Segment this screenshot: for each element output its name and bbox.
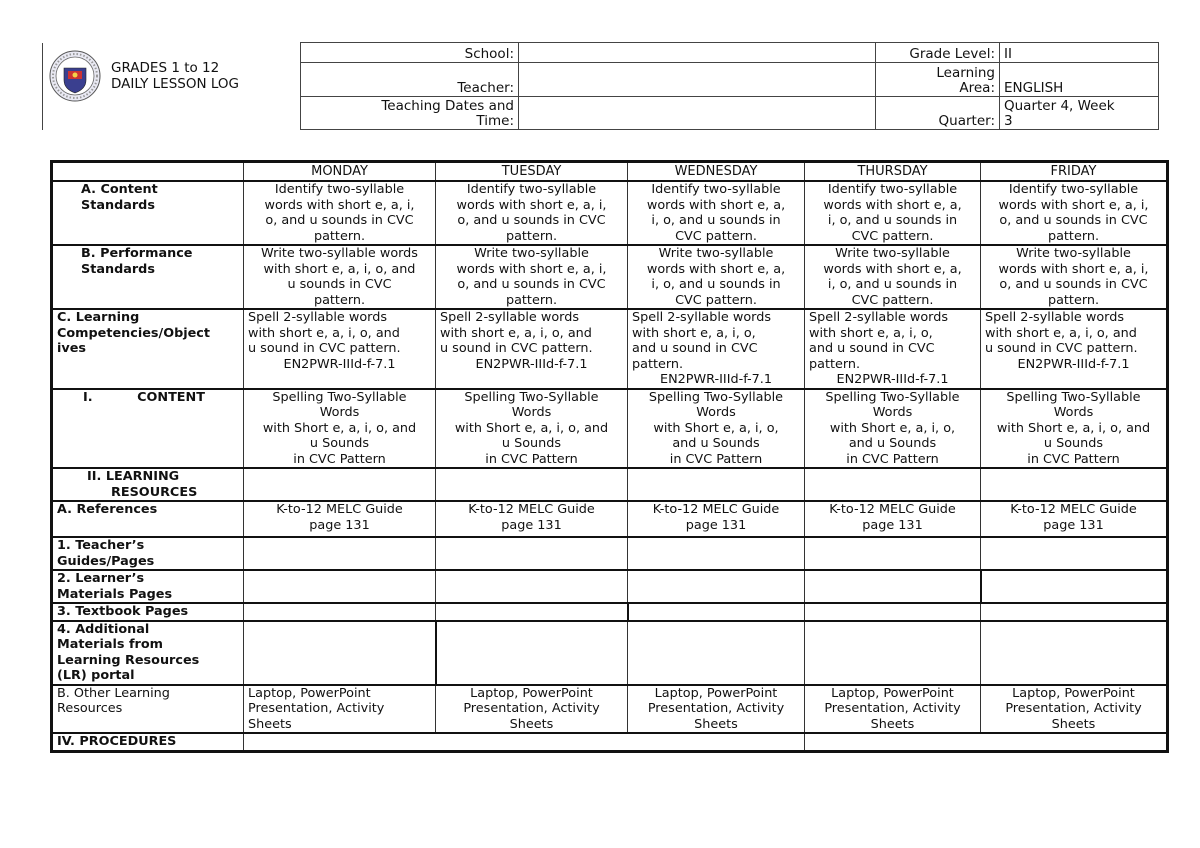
- competencies-tuesday[interactable]: [436, 309, 628, 389]
- cell-line: page 131: [1043, 517, 1104, 533]
- cell-line: pattern.: [632, 356, 684, 372]
- brand-line-1: GRADES 1 to 12: [111, 59, 220, 76]
- cell-line: K-to-12 MELC Guide: [468, 502, 595, 517]
- cell-line: u sound in CVC pattern.: [440, 341, 593, 356]
- school-field[interactable]: [519, 43, 876, 63]
- performance-standards-wednesday[interactable]: [628, 245, 805, 309]
- cell-line: i, o, and u sounds in: [651, 277, 781, 292]
- cell-line: with short e, a, i, o, and: [263, 261, 416, 277]
- cell-line: in CVC Pattern: [669, 451, 763, 467]
- cell-line: page 131: [309, 517, 370, 533]
- cell-line: Sheets: [694, 716, 738, 732]
- cell-line: Words: [319, 405, 360, 420]
- other-resources-friday[interactable]: [981, 685, 1168, 734]
- cell-line: Spelling Two-Syllable: [648, 389, 784, 405]
- content-standards-friday[interactable]: [981, 181, 1168, 245]
- brand-title: [111, 60, 239, 92]
- row-label: [52, 309, 244, 389]
- label-line: 2. Learner’s: [57, 571, 145, 586]
- content-standards-tuesday[interactable]: [436, 181, 628, 245]
- cell-line: Identify two-syllable: [274, 182, 405, 197]
- label-line: ives: [57, 341, 87, 356]
- performance-standards-row: [52, 245, 1168, 309]
- teaching-dates-field[interactable]: [519, 96, 876, 129]
- cell-line: EN2PWR-IIId-f-7.1: [475, 356, 588, 372]
- additional-materials-monday[interactable]: [244, 621, 436, 685]
- cell-line: Presentation, Activity: [824, 701, 961, 716]
- cell-line: pattern.: [809, 356, 861, 372]
- cell-line: K-to-12 MELC Guide: [1010, 502, 1137, 517]
- learning-area-value: ENGLISH: [1000, 63, 1159, 96]
- cell-line: o, and u sounds in CVC: [457, 277, 606, 292]
- other-resources-tuesday[interactable]: [436, 685, 628, 734]
- cell-line: EN2PWR-IIId-f-7.1: [283, 356, 396, 372]
- cell-line: Presentation, Activity: [463, 701, 600, 716]
- additional-materials-friday[interactable]: [981, 621, 1168, 685]
- cell-line: EN2PWR-IIId-f-7.1: [1017, 356, 1130, 372]
- cell-line: Write two-syllable: [835, 246, 950, 261]
- learning-resources-row: [52, 468, 1168, 501]
- cell-line: Write two-syllable: [658, 246, 774, 261]
- cell-line: with Short e, a, i, o, and: [262, 420, 417, 436]
- cell-line: o, and u sounds in CVC: [457, 213, 606, 228]
- quarter-value-line-2: 3: [1004, 113, 1013, 129]
- cell-line: Laptop, PowerPoint: [1012, 685, 1135, 701]
- cell-line: i, o, and u sounds in: [651, 213, 781, 228]
- cell-line: Sheets: [1051, 716, 1096, 732]
- textbook-tuesday[interactable]: [436, 603, 628, 621]
- label-line: Materials from: [57, 637, 163, 652]
- row-label: [52, 621, 244, 685]
- cell-line: pattern.: [1047, 228, 1100, 244]
- cell-line: Presentation, Activity: [647, 701, 785, 716]
- day-header-wednesday: WEDNESDAY: [628, 162, 805, 182]
- references-tuesday[interactable]: [436, 501, 628, 537]
- teachers-guides-thursday[interactable]: [805, 537, 981, 570]
- other-resources-wednesday[interactable]: [628, 685, 805, 734]
- cell-line: pattern.: [505, 292, 558, 308]
- cell-line: Identify two-syllable: [1008, 182, 1139, 197]
- content-standards-wednesday[interactable]: [628, 181, 805, 245]
- cell-line: words with short e, a,: [823, 261, 962, 277]
- cell-line: Sheets: [509, 716, 554, 732]
- performance-standards-monday[interactable]: [244, 245, 436, 309]
- cell-line: with short e, a, i, o, and: [985, 325, 1137, 341]
- other-resources-monday[interactable]: [244, 685, 436, 734]
- cell-line: Words: [872, 405, 913, 420]
- cell-line: EN2PWR-IIId-f-7.1: [660, 372, 772, 387]
- content-standards-monday[interactable]: [244, 181, 436, 245]
- learners-materials-thursday[interactable]: [805, 570, 981, 603]
- cell-line: page 131: [862, 517, 923, 533]
- cell-line: Spell 2-syllable words: [248, 310, 387, 325]
- label-line: Resources: [57, 701, 123, 716]
- cell-line: with Short e, a, i, o,: [829, 420, 956, 436]
- performance-standards-friday[interactable]: [981, 245, 1168, 309]
- learning-area-label-line-1: Learning: [936, 64, 995, 81]
- cell-line: CVC pattern.: [851, 228, 934, 244]
- cell-line: CVC pattern.: [851, 292, 934, 308]
- row-label: [52, 389, 244, 469]
- competencies-wednesday[interactable]: [628, 309, 805, 389]
- corner-cell: [52, 162, 244, 182]
- learning-resources-wednesday[interactable]: [628, 468, 805, 501]
- row-label: A. References: [52, 501, 244, 537]
- content-thursday[interactable]: [805, 389, 981, 469]
- cell-line: u sounds in CVC: [287, 277, 392, 292]
- label-line: Competencies/Object: [57, 325, 211, 341]
- cell-line: page 131: [501, 517, 562, 533]
- row-label: 3. Textbook Pages: [52, 603, 244, 621]
- cell-line: Identify two-syllable: [466, 182, 597, 197]
- row-label: IV. PROCEDURES: [52, 733, 244, 751]
- cell-line: i, o, and u sounds in: [827, 213, 958, 228]
- performance-standards-thursday[interactable]: [805, 245, 981, 309]
- procedures-row: [52, 733, 1168, 751]
- learning-area-label: [876, 63, 1000, 96]
- day-header-row: [52, 162, 1168, 182]
- cell-line: pattern.: [313, 228, 366, 244]
- cell-line: o, and u sounds in CVC: [999, 277, 1148, 292]
- procedures-thursday-friday[interactable]: [805, 733, 1168, 751]
- learning-resources-thursday[interactable]: [805, 468, 981, 501]
- cell-line: u Sounds: [501, 436, 562, 451]
- references-row: [52, 501, 1168, 537]
- teachers-guides-friday[interactable]: [981, 537, 1168, 570]
- day-header-friday: FRIDAY: [981, 162, 1168, 182]
- cell-line: and u Sounds: [672, 436, 760, 451]
- label-line: Materials Pages: [57, 586, 173, 602]
- cell-line: CVC pattern.: [675, 228, 757, 244]
- cell-line: Words: [696, 405, 736, 420]
- row-label: [52, 537, 244, 570]
- other-resources-row: [52, 685, 1168, 734]
- label-number: I.: [83, 389, 93, 405]
- content-friday[interactable]: [981, 389, 1168, 469]
- cell-line: and u sound in CVC: [809, 341, 935, 356]
- textbook-row: [52, 603, 1168, 621]
- school-label: School:: [301, 43, 519, 63]
- day-header-tuesday: TUESDAY: [436, 162, 628, 182]
- cell-line: Laptop, PowerPoint: [831, 685, 954, 701]
- content-row: [52, 389, 1168, 469]
- quarter-value: [1000, 96, 1159, 129]
- cell-line: words with short e, a, i,: [998, 197, 1149, 213]
- label-line: Standards: [81, 261, 155, 277]
- label-line: C. Learning: [57, 310, 140, 325]
- competencies-row: [52, 309, 1168, 389]
- teaching-dates-label: [301, 96, 519, 129]
- cell-line: in CVC Pattern: [293, 451, 386, 467]
- cell-line: o, and u sounds in CVC: [265, 213, 414, 228]
- cell-line: Spelling Two-Syllable: [825, 389, 960, 405]
- references-thursday[interactable]: [805, 501, 981, 537]
- teachers-guides-row: [52, 537, 1168, 570]
- textbook-thursday[interactable]: [805, 603, 981, 621]
- content-monday[interactable]: [244, 389, 436, 469]
- references-monday[interactable]: [244, 501, 436, 537]
- grade-level-value: II: [1000, 43, 1159, 63]
- learning-resources-tuesday[interactable]: [436, 468, 628, 501]
- cell-line: u sound in CVC pattern.: [248, 341, 401, 356]
- deped-seal-icon: [49, 50, 101, 102]
- cell-line: pattern.: [313, 292, 366, 308]
- row-label: [52, 245, 244, 309]
- cell-line: words with short e, a, i,: [456, 197, 607, 213]
- cell-line: K-to-12 MELC Guide: [276, 502, 403, 517]
- cell-line: Write two-syllable words: [261, 246, 418, 261]
- content-standards-thursday[interactable]: [805, 181, 981, 245]
- cell-line: CVC pattern.: [675, 292, 757, 308]
- day-header-thursday: THURSDAY: [805, 162, 981, 182]
- quarter-value-line-1: Quarter 4, Week: [1004, 98, 1115, 114]
- cell-line: pattern.: [505, 228, 558, 244]
- cell-line: K-to-12 MELC Guide: [652, 502, 780, 517]
- references-friday[interactable]: [981, 501, 1168, 537]
- lesson-log-header: [42, 42, 1159, 130]
- content-tuesday[interactable]: [436, 389, 628, 469]
- cell-line: u sound in CVC pattern.: [985, 341, 1138, 356]
- cell-line: Spelling Two-Syllable: [272, 389, 407, 405]
- learning-resources-monday[interactable]: [244, 468, 436, 501]
- teaching-dates-label-line-1: Teaching Dates and: [381, 98, 514, 114]
- additional-materials-wednesday[interactable]: [628, 621, 805, 685]
- competencies-thursday[interactable]: [805, 309, 981, 389]
- label-line: Standards: [81, 197, 155, 213]
- cell-line: Laptop, PowerPoint: [470, 685, 593, 701]
- cell-line: Spell 2-syllable words: [985, 310, 1124, 325]
- grade-level-label: Grade Level:: [876, 43, 1000, 63]
- cell-line: u Sounds: [309, 436, 370, 451]
- cell-line: with Short e, a, i, o,: [653, 420, 779, 436]
- cell-line: with Short e, a, i, o, and: [996, 420, 1151, 436]
- textbook-wednesday[interactable]: [628, 603, 805, 621]
- label-text: CONTENT: [137, 389, 205, 405]
- learning-area-label-line-2: Area:: [959, 79, 995, 96]
- teachers-guides-tuesday[interactable]: [436, 537, 628, 570]
- learners-materials-wednesday[interactable]: [628, 570, 805, 603]
- cell-line: Identify two-syllable: [827, 182, 958, 197]
- cell-line: with short e, a, i, o, and: [440, 325, 592, 341]
- cell-line: Sheets: [870, 716, 915, 732]
- cell-line: with short e, a, i, o, and: [248, 325, 400, 341]
- label-line: A. Content: [81, 182, 158, 197]
- row-label: [52, 685, 244, 734]
- brand-line-2: DAILY LESSON LOG: [111, 75, 239, 92]
- cell-line: Write two-syllable: [474, 246, 589, 261]
- cell-line: words with short e, a, i,: [998, 261, 1149, 277]
- content-standards-row: [52, 181, 1168, 245]
- row-label: [52, 468, 244, 501]
- cell-line: and u Sounds: [848, 436, 937, 451]
- teacher-label: Teacher:: [301, 63, 519, 96]
- performance-standards-tuesday[interactable]: [436, 245, 628, 309]
- cell-line: Laptop, PowerPoint: [248, 685, 371, 701]
- teachers-guides-monday[interactable]: [244, 537, 436, 570]
- cell-line: o, and u sounds in CVC: [999, 213, 1148, 228]
- cell-line: Presentation, Activity: [1005, 701, 1142, 716]
- teachers-guides-wednesday[interactable]: [628, 537, 805, 570]
- cell-line: Identify two-syllable: [651, 182, 781, 197]
- cell-line: K-to-12 MELC Guide: [829, 502, 956, 517]
- day-header-monday: MONDAY: [244, 162, 436, 182]
- cell-line: words with short e, a, i,: [456, 261, 607, 277]
- cell-line: EN2PWR-IIId-f-7.1: [836, 372, 949, 387]
- cell-line: Presentation, Activity: [248, 701, 385, 716]
- label-line: RESOURCES: [111, 484, 198, 500]
- cell-line: Words: [1053, 405, 1094, 420]
- cell-line: words with short e, a, i,: [264, 197, 415, 213]
- label-line: II. LEARNING: [87, 469, 180, 484]
- cell-line: in CVC Pattern: [1027, 451, 1120, 467]
- row-label: [52, 181, 244, 245]
- brand-cell: [43, 43, 301, 130]
- quarter-label: Quarter:: [876, 96, 1000, 129]
- cell-line: words with short e, a,: [646, 261, 786, 277]
- cell-line: Laptop, PowerPoint: [654, 685, 778, 701]
- cell-line: page 131: [685, 517, 747, 533]
- cell-line: Spell 2-syllable words: [440, 310, 579, 325]
- label-line: 1. Teacher’s: [57, 538, 145, 553]
- cell-line: in CVC Pattern: [846, 451, 939, 467]
- references-wednesday[interactable]: [628, 501, 805, 537]
- competencies-friday[interactable]: [981, 309, 1168, 389]
- cell-line: Spelling Two-Syllable: [1006, 389, 1141, 405]
- learning-resources-friday[interactable]: [981, 468, 1168, 501]
- cell-line: with Short e, a, i, o, and: [454, 420, 609, 436]
- learners-materials-monday[interactable]: [244, 570, 436, 603]
- cell-line: Words: [511, 405, 552, 420]
- cell-line: and u sound in CVC: [632, 341, 758, 356]
- cell-line: i, o, and u sounds in: [827, 277, 958, 292]
- content-wednesday[interactable]: [628, 389, 805, 469]
- additional-materials-thursday[interactable]: [805, 621, 981, 685]
- label-line: B. Performance: [81, 246, 193, 261]
- learners-materials-friday[interactable]: [981, 570, 1168, 603]
- label-line: 4. Additional: [57, 621, 150, 637]
- cell-line: Spell 2-syllable words: [632, 310, 771, 325]
- other-resources-thursday[interactable]: [805, 685, 981, 734]
- cell-line: with short e, a, i, o,: [809, 325, 933, 341]
- learners-materials-row: [52, 570, 1168, 603]
- row-label: [52, 570, 244, 603]
- additional-materials-row: [52, 621, 1168, 685]
- cell-line: Write two-syllable: [1016, 246, 1131, 261]
- additional-materials-tuesday[interactable]: [436, 621, 628, 685]
- procedures-monday-wednesday[interactable]: [244, 733, 805, 751]
- cell-line: u Sounds: [1043, 436, 1104, 451]
- teacher-field[interactable]: [519, 63, 876, 96]
- teaching-dates-label-line-2: Time:: [476, 113, 514, 129]
- cell-line: Sheets: [248, 716, 292, 732]
- daily-lesson-log-table: [50, 160, 1169, 753]
- cell-line: Spell 2-syllable words: [809, 310, 948, 325]
- cell-line: in CVC Pattern: [485, 451, 578, 467]
- textbook-friday[interactable]: [981, 603, 1168, 621]
- label-line: Learning Resources: [57, 652, 200, 668]
- cell-line: with short e, a, i, o,: [632, 325, 756, 341]
- cell-line: pattern.: [1047, 292, 1100, 308]
- learners-materials-tuesday[interactable]: [436, 570, 628, 603]
- textbook-monday[interactable]: [244, 603, 436, 621]
- cell-line: words with short e, a,: [823, 197, 962, 213]
- cell-line: words with short e, a,: [646, 197, 786, 213]
- label-line: Guides/Pages: [57, 553, 155, 569]
- label-line: B. Other Learning: [57, 685, 170, 701]
- label-line: (LR) portal: [57, 668, 135, 683]
- competencies-monday[interactable]: [244, 309, 436, 389]
- cell-line: Spelling Two-Syllable: [464, 389, 599, 405]
